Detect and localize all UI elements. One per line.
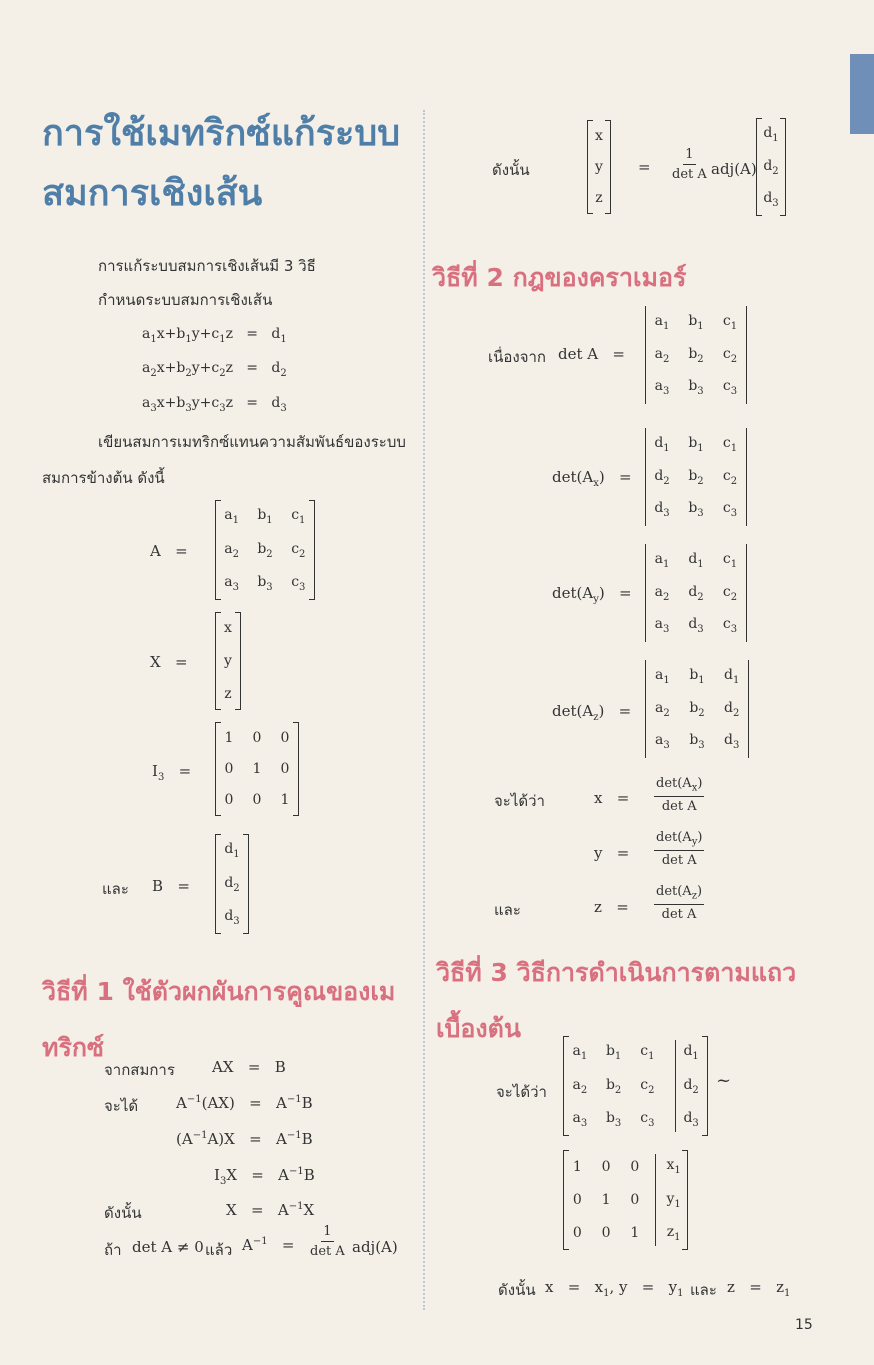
from-eq-label: จากสมการ <box>104 1061 175 1079</box>
method-1-heading: วิธีที่ 1 ใช้ตัวผกผันการคูณของเมทริกซ์ <box>42 977 396 1062</box>
and-label: และ <box>102 880 129 898</box>
get-label: จะได้ <box>104 1097 139 1115</box>
m3-result-1: $x = x_1$, $y = y_1$ <box>545 1278 684 1299</box>
det-az-matrix: $a_1$ $b_1$ $d_1$ $a_2$ $b_2$ $d_2$ $a_3$ $b_3$ $d_3$ <box>645 660 749 758</box>
reduced-matrix: 1 0 0 $x_1$ 0 1 0 $y_1$ 0 0 1 $z_1$ <box>563 1150 688 1250</box>
page-number: 15 <box>795 1317 813 1333</box>
m3-and-label: และ <box>690 1281 717 1299</box>
therefore-label: ดังนั้น <box>104 1204 142 1222</box>
y-fraction: $\det(A_y)$ det A <box>656 830 703 868</box>
equation-1: $a_1x+b_1y+c_1z = d_1$ <box>142 326 287 345</box>
m1-inverse-lhs: $A^{-1}$ = <box>242 1236 295 1254</box>
det-ay-matrix: $a_1$ $d_1$ $c_1$ $a_2$ $d_2$ $c_2$ $a_3$ $d_3$ $c_3$ <box>645 544 747 642</box>
matrix-b: $d_1$ $d_2$ $d_3$ <box>215 834 249 934</box>
m1-adj: adj(A) <box>352 1238 398 1256</box>
matrix-b-label: B = <box>152 877 190 895</box>
matrix-x: x y z <box>215 612 241 710</box>
top-therefore-label: ดังนั้น <box>492 161 530 179</box>
m1-step-2: $A^{-1}(AX) = A^{-1}B$ <box>176 1094 313 1112</box>
m1-condition: det A ≠ 0 <box>132 1238 204 1256</box>
matrix-x-label: X = <box>150 653 188 671</box>
det-az-label: $\det(A_z)$ = <box>552 702 632 723</box>
identity-matrix: 1 0 0 0 1 0 0 0 1 <box>215 722 299 816</box>
z-fraction: $\det(A_z)$ det A <box>656 884 703 922</box>
page-edge-tab <box>850 54 874 134</box>
top-fraction: 1 det A <box>672 147 707 182</box>
m2-get-label: จะได้ว่า <box>494 792 545 810</box>
vector-xyz: x y z <box>587 120 611 214</box>
m1-step-3: $(A^{-1}A)X = A^{-1}B$ <box>176 1130 313 1148</box>
y-equals: y = <box>594 844 630 862</box>
row-equivalent-sign: ~ <box>716 1070 732 1091</box>
equals-sign: = <box>638 158 651 176</box>
det-ax-matrix: $d_1$ $b_1$ $c_1$ $d_2$ $b_2$ $c_2$ $d_3$ $b_3$ $c_3$ <box>645 428 747 526</box>
intro-line-3: เขียนสมการเมทริกซ์แทนความสัมพันธ์ของระบบ <box>98 433 406 451</box>
det-a-label: det A = <box>558 345 625 363</box>
method-3-heading: วิธีที่ 3 วิธีการดำเนินการตามแถวเบื้องต้น <box>436 958 797 1043</box>
column-divider <box>423 110 425 1310</box>
if-label: ถ้า <box>104 1241 122 1259</box>
m1-fraction: 1 det A <box>310 1224 345 1259</box>
top-adj: adj(A) <box>711 160 757 178</box>
det-ax-label: $\det(A_x)$ = <box>552 468 632 489</box>
intro-line-4: สมการข้างต้น ดังนี้ <box>42 469 165 487</box>
vector-d: $d_1$ $d_2$ $d_3$ <box>756 118 786 216</box>
m2-and-label: และ <box>494 901 521 919</box>
x-equals: x = <box>594 789 630 807</box>
page-title: การใช้เมทริกซ์แก้ระบบสมการเชิงเส้น <box>42 113 401 214</box>
m1-step-1: AX = B <box>212 1058 286 1076</box>
equation-2: $a_2x+b_2y+c_2z = d_2$ <box>142 360 287 379</box>
then-label: แล้ว <box>205 1241 233 1259</box>
m3-therefore-label: ดังนั้น <box>498 1281 536 1299</box>
det-a-matrix: $a_1$ $b_1$ $c_1$ $a_2$ $b_2$ $c_2$ $a_3$ $b_3$ $c_3$ <box>645 306 747 404</box>
since-label: เนื่องจาก <box>488 348 547 366</box>
identity-label: $I_3$ = <box>152 762 192 783</box>
intro-line-1: การแก้ระบบสมการเชิงเส้นมี 3 วิธี <box>98 257 316 275</box>
augmented-matrix: $a_1$ $b_1$ $c_1$ $d_1$ $a_2$ $b_2$ $c_2$ $d_2$ $a_3$ $b_3$ $c_3$ $d_3$ <box>563 1036 708 1136</box>
matrix-a: $a_1$ $b_1$ $c_1$ $a_2$ $b_2$ $c_2$ $a_3$ $b_3$ $c_3$ <box>215 500 315 600</box>
method-2-heading: วิธีที่ 2 กฎของคราเมอร์ <box>432 263 687 292</box>
x-fraction: $\det(A_x)$ det A <box>656 776 703 814</box>
det-ay-label: $\det(A_y)$ = <box>552 584 632 605</box>
intro-line-2: กำหนดระบบสมการเชิงเส้น <box>98 291 273 309</box>
m3-get-label: จะได้ว่า <box>496 1083 547 1101</box>
matrix-a-label: A = <box>150 542 188 560</box>
m1-step-4: $I_3X = A^{-1}B$ <box>214 1166 315 1187</box>
m3-result-2: $z = z_1$ <box>727 1278 791 1299</box>
m1-step-5: $X = A^{-1}X$ <box>226 1201 315 1219</box>
equation-3: $a_3x+b_3y+c_3z = d_3$ <box>142 395 287 414</box>
z-equals: z = <box>594 898 629 916</box>
